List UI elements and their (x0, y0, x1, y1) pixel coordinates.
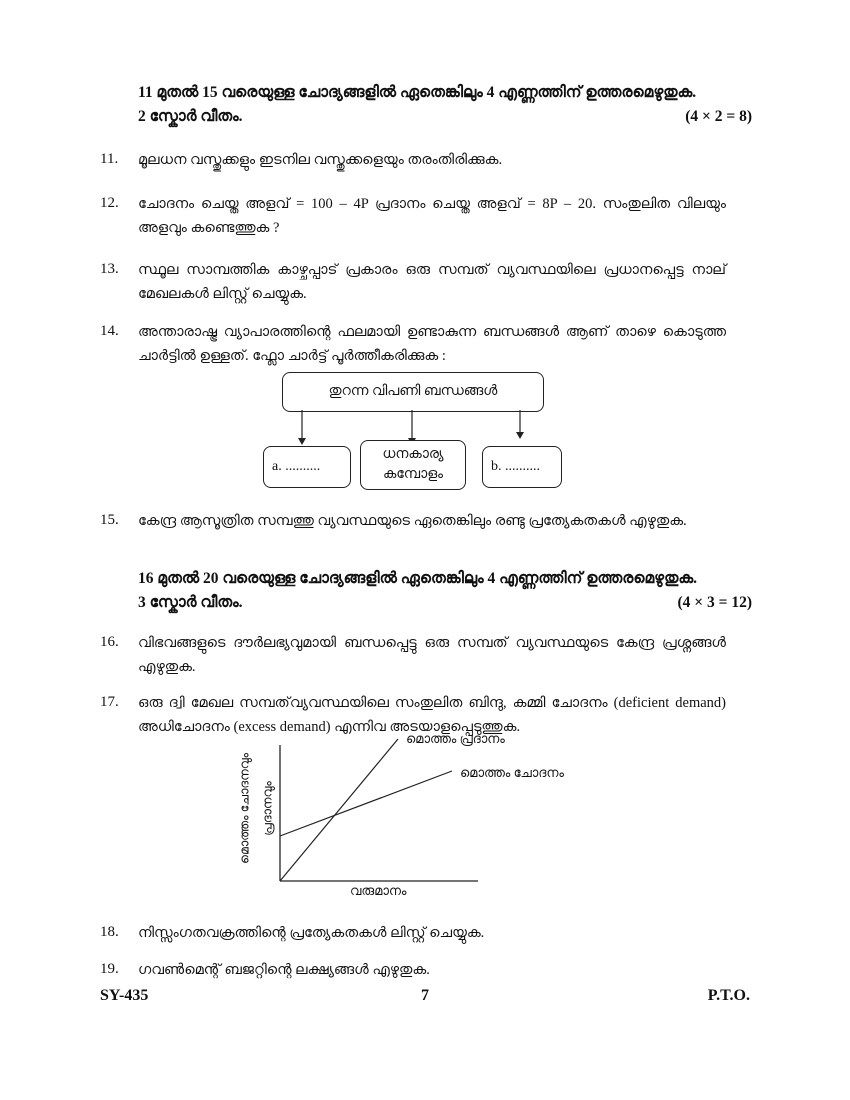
question-text: നിസ്സംഗതവക്രത്തിന്റെ പ്രത്യേകതകൾ ലിസ്റ്റ് ചെയ്യുക. (138, 925, 485, 941)
x-axis-label: വരുമാനം (350, 883, 407, 898)
pto-label: P.T.O. (707, 987, 750, 1004)
y-axis-label-1: മൊത്തം ചോദനവും (237, 753, 252, 864)
section1-score: 2 സ്കോർ വീതം. (138, 108, 243, 125)
section2-score: 3 സ്കോർ വീതം. (138, 594, 243, 611)
flowchart-box-a (263, 446, 351, 488)
supply-label: മൊത്തം പ്രദാനം (406, 731, 505, 746)
supply-line (280, 739, 398, 881)
question-text: സ്ഥൂല സാമ്പത്തിക കാഴ്ചപ്പാട് പ്രകാരം ഒരു സമ്പത് വ്യവസ്ഥയിലെ പ്രധാനപ്പെട്ട നാല് മേഖലകൾ ലിസ്റ്റ് ചെയ്യുക. (138, 262, 726, 302)
flowchart-top-label: തുറന്ന വിപണി ബന്ധങ്ങൾ (328, 384, 498, 399)
question-number: 12. (100, 195, 119, 211)
question-text: അന്താരാഷ്ട്ര വ്യാപാരത്തിന്റെ ഫലമായി ഉണ്ടാകുന്ന ബന്ധങ്ങൾ ആണ് താഴെ കൊടുത്ത ചാർട്ടിൽ ഉള്ളത്. ഫ്ലോ ചാർട്ട് പൂർത്തീകരിക്കുക : (138, 324, 726, 364)
question-text: മൂലധന വസ്തുക്കളും ഇടനില വസ്തുക്കളെയും തരംതിരിക്കുക. (138, 152, 503, 168)
question-text: ഗവൺമെന്റ് ബജറ്റിന്റെ ലക്ഷ്യങ്ങൾ എഴുതുക. (138, 962, 430, 978)
question-number: 15. (100, 512, 119, 528)
question-number: 14. (100, 323, 119, 339)
flowchart-a-label: a. .......... (272, 459, 321, 474)
question-number: 18. (100, 924, 119, 940)
question-text: കേന്ദ്ര ആസൂത്രിത സമ്പത്തു വ്യവസ്ഥയുടെ ഏതെങ്കിലും രണ്ടു പ്രത്യേകതകൾ എഴുതുക. (138, 513, 687, 529)
income-graph (230, 733, 600, 903)
question-text: ചോദനം ചെയ്ത അളവ് = 100 – 4P പ്രദാനം ചെയ്ത അളവ് = 8P – 20. സംതുലിത വിലയും അളവും കണ്ടെത്തുക ? (138, 196, 726, 236)
page-number: 7 (421, 987, 429, 1004)
y-axis-label-2: പ്രദാനവും (260, 781, 275, 836)
question-number: 19. (100, 961, 119, 977)
demand-line (280, 771, 452, 836)
paper-code: SY-435 (100, 987, 149, 1004)
flowchart-box-b (482, 446, 562, 488)
demand-label: മൊത്തം ചോദനം (460, 765, 564, 780)
question-number: 13. (100, 261, 119, 277)
section2-heading: 16 മുതൽ 20 വരെയുള്ള ചോദ്യങ്ങളിൽ ഏതെങ്കിലും 4 എണ്ണത്തിന് ഉത്തരമെഴുതുക. (138, 570, 698, 587)
section1-heading: 11 മുതൽ 15 വരെയുള്ള ചോദ്യങ്ങളിൽ ഏതെങ്കിലും 4 എണ്ണത്തിന് ഉത്തരമെഴുതുക. (138, 84, 697, 101)
question-number: 16. (100, 634, 119, 650)
question-number: 17. (100, 694, 119, 710)
question-number: 11. (100, 151, 119, 167)
section2-marks: (4 × 3 = 12) (677, 594, 752, 611)
graph-svg (230, 733, 600, 903)
question-text: ഒരു ദ്വി മേഖല സമ്പത്‌വ്യവസ്ഥയിലെ സംതുലിത ബിന്ദു, കമ്മി ചോദനം (deficient demand) അധിചോദനം (excess demand) എന്നിവ അടയാളപ്പെടുത്തുക. (138, 695, 726, 735)
question-text: വിഭവങ്ങളുടെ ദൗർലഭ്യവുമായി ബന്ധപ്പെട്ടു ഒരു സമ്പത് വ്യവസ്ഥയുടെ കേന്ദ്ര പ്രശ്നങ്ങൾ എഴുതുക. (138, 635, 726, 675)
flowchart-middle-label-1: ധനകാര്യ (382, 447, 444, 462)
flowchart-middle-label-2: കമ്പോളം (382, 467, 444, 482)
flowchart-top-box (282, 372, 544, 412)
flowchart-box-middle (360, 440, 466, 490)
section1-marks: (4 × 2 = 8) (685, 108, 752, 125)
flowchart-b-label: b. .......... (491, 459, 540, 474)
